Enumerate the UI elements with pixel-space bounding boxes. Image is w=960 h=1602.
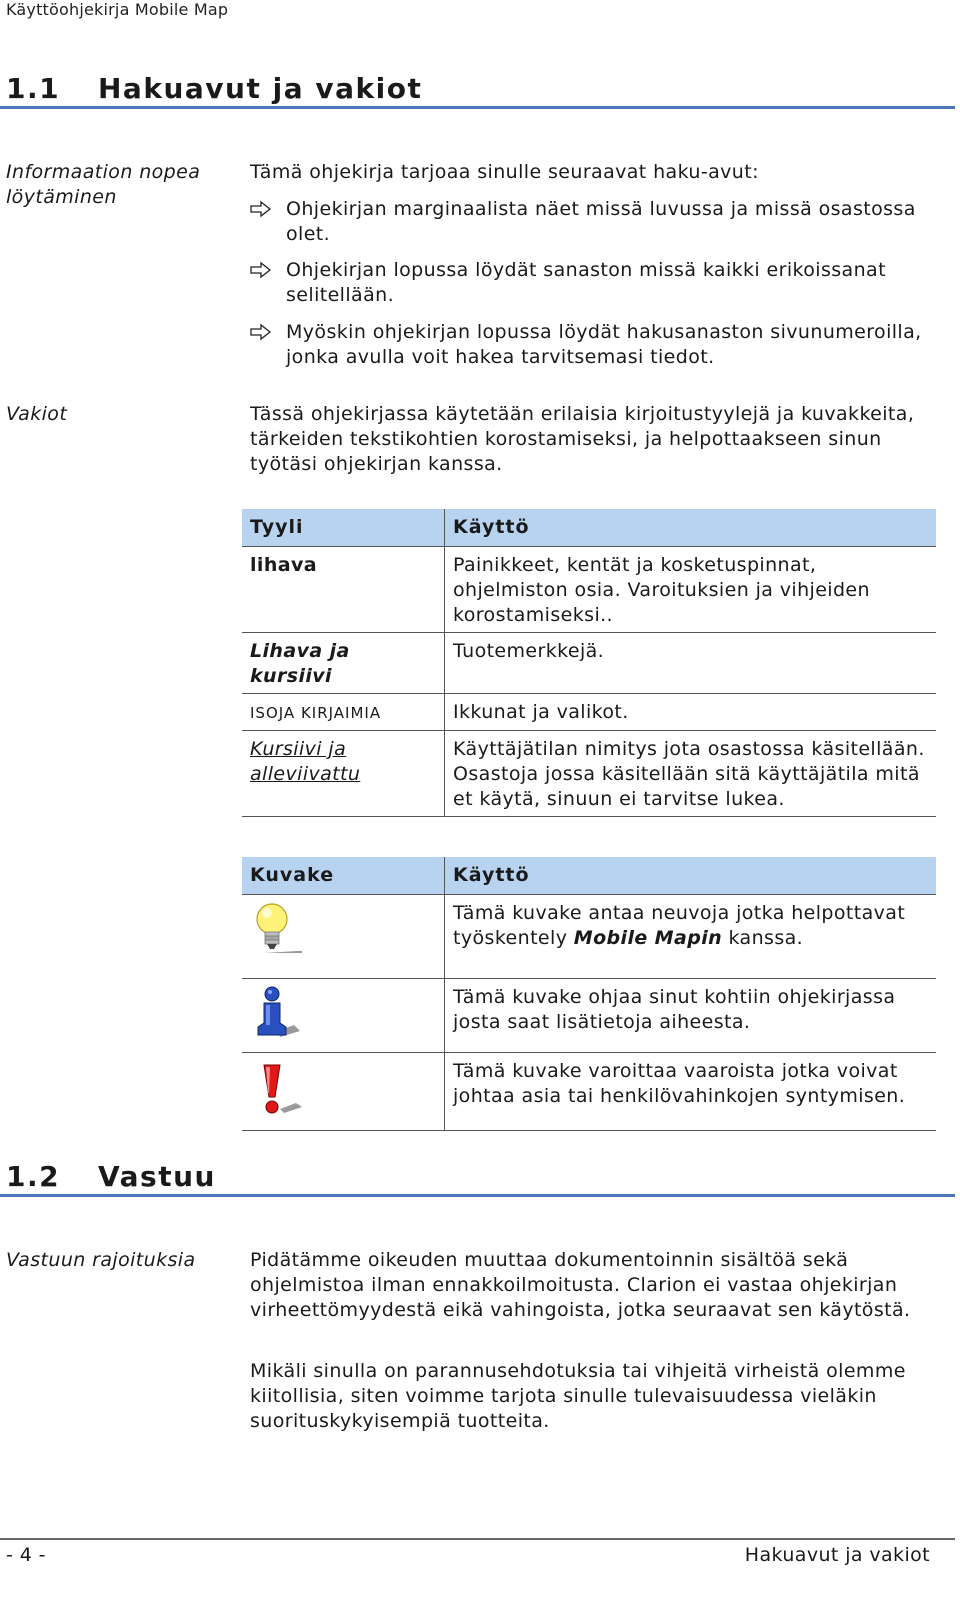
style-caps-sample <box>242 694 445 731</box>
style-bold-italic-sample: Lihava ja kursiivi <box>242 633 445 694</box>
column-header-use: Käyttö <box>445 857 937 895</box>
icon-use-cell <box>445 895 937 979</box>
table-row <box>242 895 936 979</box>
info-person-icon <box>250 985 302 1041</box>
style-bold-sample: lihava <box>242 547 445 633</box>
style-use-cell: Käyttäjätilan nimitys jota osastossa käsitellään. Osastoja jossa käsitellään sitä käyttäjätila mitä et käytä, sinuun ei tarvitse lukea. <box>445 731 937 817</box>
table-row <box>242 547 936 633</box>
table-header-row <box>242 509 936 547</box>
footer-rule <box>0 1538 955 1540</box>
icon-use-text-start: Tämä kuvake antaa neuvoja jotka helpottavat työskentely <box>453 902 906 949</box>
hollow-arrow-icon <box>250 261 272 279</box>
column-header-use: Käyttö <box>445 509 937 547</box>
style-use-cell: Tuotemerkkejä. <box>445 633 937 694</box>
list-item-text: Myöskin ohjekirjan lopussa löydät hakusanaston sivunumeroilla, jonka avulla voit hakea tarvitsemasi tiedot. <box>286 321 922 368</box>
table-row <box>242 731 936 817</box>
table-row <box>242 1053 936 1131</box>
section-heading <box>6 72 946 108</box>
side-label-disclaimer: Vastuun rajoituksia <box>6 1249 196 1271</box>
page-number: - 4 - <box>6 1544 46 1566</box>
column-header-style: Tyyli <box>242 509 445 547</box>
table-header-row <box>242 857 936 895</box>
table-row <box>242 979 936 1053</box>
heading-rule <box>0 106 955 109</box>
table-row <box>242 633 936 694</box>
side-label-constants: Vakiot <box>6 403 68 425</box>
table-row <box>242 694 936 731</box>
icon-use-cell: Tämä kuvake ohjaa sinut kohtiin ohjekirjassa josta saat lisätietoja aiheesta. <box>445 979 937 1053</box>
style-use-cell: Painikkeet, kentät ja kosketuspinnat, ohjelmiston osia. Varoituksien ja vihjeiden korostamiseksi.. <box>445 547 937 633</box>
icon-cell <box>242 1053 445 1131</box>
style-table <box>242 509 936 817</box>
info-intro: Tämä ohjekirja tarjoaa sinulle seuraavat haku-avut: <box>250 161 759 183</box>
heading-rule <box>0 1194 955 1197</box>
section-number: 1.1 <box>6 72 61 105</box>
list-item-text: Ohjekirjan marginaalista näet missä luvussa ja missä osastossa olet. <box>286 198 916 245</box>
side-label-info: Informaation nopea löytäminen <box>6 161 201 208</box>
exclamation-icon <box>250 1059 302 1119</box>
running-header: Käyttöohjekirja Mobile Map <box>6 0 229 19</box>
footer-chapter: Hakuavut ja vakiot <box>744 1544 930 1566</box>
italic-underline-sample: Kursiivi ja alleviivattu <box>250 738 361 785</box>
icon-cell <box>242 979 445 1053</box>
style-use-cell: Ikkunat ja valikot. <box>445 694 937 731</box>
list-item-text: Ohjekirjan lopussa löydät sanaston missä kaikki erikoissanat selitellään. <box>286 259 886 306</box>
section-number: 1.2 <box>6 1160 61 1193</box>
style-italic-underline-cell <box>242 731 445 817</box>
column-header-icon: Kuvake <box>242 857 445 895</box>
section-title: Hakuavut ja vakiot <box>98 72 423 105</box>
brand-name: Mobile Mapin <box>573 927 723 949</box>
hollow-arrow-icon <box>250 200 272 218</box>
icon-cell <box>242 895 445 979</box>
icon-use-cell: Tämä kuvake varoittaa vaaroista jotka voivat johtaa asia tai henkilövahinkojen syntymisen. <box>445 1053 937 1131</box>
disclaimer-paragraph: Pidätämme oikeuden muuttaa dokumentoinnin sisältöä sekä ohjelmistoa ilman ennakkoilmoitusta. Clarion ei vastaa ohjekirjan virheettömyydestä eikä vahingoista, jotka seuraavat sen käytöstä. <box>250 1249 911 1321</box>
section-heading <box>6 1160 946 1196</box>
caps-sample-text: ISOJA KIRJAIMIA <box>250 704 382 722</box>
icon-table <box>242 857 936 1131</box>
section-title: Vastuu <box>98 1160 216 1193</box>
constants-text: Tässä ohjekirjassa käytetään erilaisia kirjoitustyylejä ja kuvakkeita, tärkeiden tekstikohtien korostamiseksi, ja helpottaakseen sinun työtäsi ohjekirjan kanssa. <box>250 403 915 475</box>
hollow-arrow-icon <box>250 323 272 341</box>
feedback-paragraph: Mikäli sinulla on parannusehdotuksia tai vihjeitä virheistä olemme kiitollisia, siten voimme tarjota sinulle tulevaisuudessa vieläkin suorituskykyisempiä tuotteita. <box>250 1360 906 1432</box>
lightbulb-icon <box>250 901 302 957</box>
icon-use-text-end: kanssa. <box>722 927 804 949</box>
